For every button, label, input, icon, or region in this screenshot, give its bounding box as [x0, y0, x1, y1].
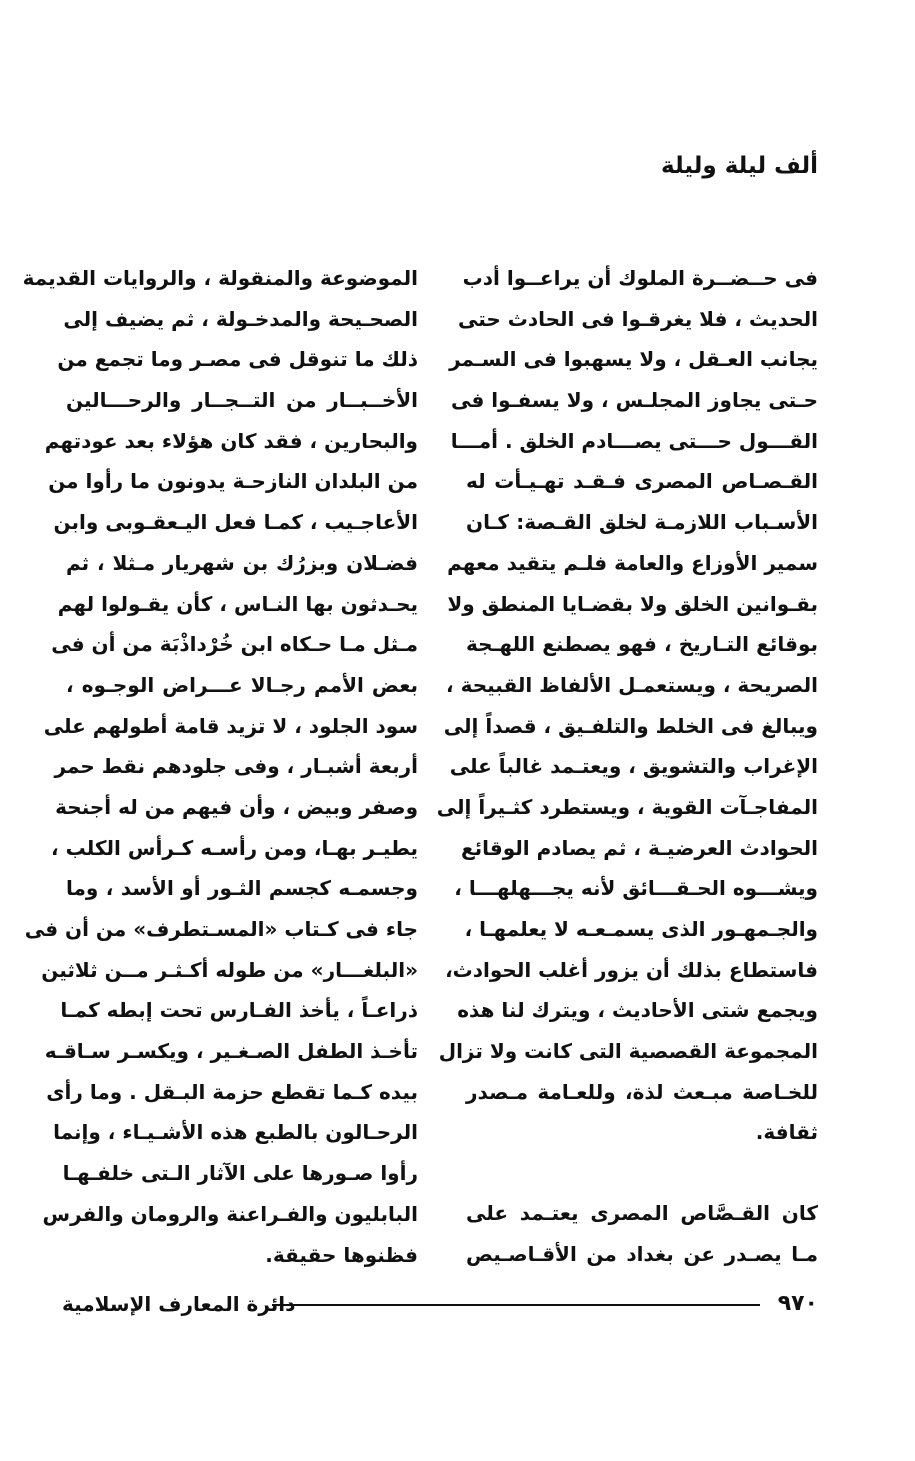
text-line: الصحـيحة والمدخـولة ، ثم يضيف إلى: [63, 306, 418, 331]
right-text-column: [436, 258, 818, 1275]
text-line: يجانب العـقل ، ولا يسهبوا فى السـمر: [449, 347, 818, 372]
left-text-column: [22, 258, 418, 1275]
text-line: فضـلان وبزرُك بن شهريار مـثلا ، ثم: [66, 550, 418, 575]
text-line: يطيـر بهـا، ومن رأسـه كـرأس الكلب ،: [51, 835, 418, 860]
text-line: ذلك ما تنوقل فى مصـر وما تجمع من: [57, 347, 418, 372]
page-number: ٩٧٠: [777, 1291, 818, 1316]
left-paragraph-1: [22, 258, 418, 1275]
footer-rule: [272, 1304, 760, 1306]
text-line: وجسمـه كجسم الثـور أو الأسد ، وما: [66, 876, 418, 901]
text-line: بعض الأمم رجـالا عـــراض الوجـوه ،: [66, 672, 418, 697]
text-line: كان القـصَّاص المصرى يعتـمد على: [466, 1201, 818, 1226]
text-line: مـا يصـدر عن بغداد من الأقـاصـيص: [466, 1241, 818, 1266]
text-line: والجـمهـور الذى يسمـعـه لا يعلمهـا ،: [464, 917, 818, 941]
text-line: سود الجلود ، لا تزيد قامة أطولهم على: [43, 713, 418, 738]
text-line: فظنوها حقيقة.: [265, 1242, 418, 1267]
text-line: بقـوانين الخلق ولا بقضـايا المنطق ولا: [447, 591, 818, 616]
text-line: المجموعة القصصية التى كانت ولا تزال: [438, 1039, 818, 1064]
text-line: فى حــضــرة الملوك أن يراعــوا أدب: [462, 266, 818, 290]
text-line: القـصـاص المصرى فـقـد تهـيـأت له: [466, 469, 818, 494]
text-line: يحـدثون بها النـاس ، كأن يقـولوا لهم: [57, 591, 418, 616]
text-line: الأخــبــار من التــجــار والرحـــالين: [66, 388, 418, 413]
text-line: ويجمع شتى الأحاديث ، ويترك لنا هذه: [457, 998, 818, 1023]
text-line: المفاجـآت القوية ، ويستطرد كثـيراً إلى: [436, 794, 818, 819]
text-line: ذراعـاً ، يأخذ الفـارس تحت إبطه كمـا: [60, 998, 418, 1023]
text-line: القـــول حـــتى يصـــادم الخلق . أمـــا: [450, 428, 818, 453]
text-line: فاستطاع بذلك أن يزور أغلب الحوادث،: [445, 957, 818, 982]
text-line: الحوادث العرضيـة ، ثم يصادم الوقائع: [460, 835, 818, 860]
text-line: للخـاصة مبـعث لذة، وللعـامة مـصدر: [466, 1079, 818, 1104]
text-line: أربعة أشبـار ، وفى جلودهم نقط حمر: [54, 754, 418, 779]
text-line: رأوا صـورها على الآثار الـتى خلفـهـا: [62, 1161, 418, 1186]
right-paragraph-2: [466, 1193, 818, 1274]
text-line: الحديث ، فلا يغرقـوا فى الحادث حتى: [457, 306, 818, 331]
text-line: ويشـــوه الحـقـــائق لأنه يجـــهلهـــا ،: [454, 876, 818, 901]
text-line: تأخـذ الطفل الصـغـير ، ويكسـر سـاقـه: [44, 1039, 418, 1064]
text-line: مـثل مـا حـكاه ابن خُرْداذْبَة من أن فى: [51, 632, 418, 657]
paragraph-gap: [466, 1153, 818, 1193]
text-line: من البلدان النازحـة يدونون ما رأوا من: [48, 469, 418, 494]
text-line: جاء فى كـتاب «المسـتطرف» من أن فى: [24, 917, 418, 941]
right-paragraph-1: [436, 258, 818, 1153]
text-line: الأسـباب اللازمـة لخلق القـصة: كـان: [466, 510, 818, 535]
text-line: وصفر وبيض ، وأن فيهم من له أجنحة: [55, 794, 418, 819]
text-line: الأعاجـيب ، كمـا فعل اليـعقـوبى وابن: [53, 510, 418, 535]
text-line: سمير الأوزاع والعامة فلـم يتقيد معهم: [447, 550, 818, 575]
text-line: الإغراب والتشويق ، ويعتـمد غالباً على: [449, 754, 818, 779]
text-line: ثقافة.: [755, 1120, 818, 1145]
text-line: ويبالغ فى الخلط والتلفـيق ، قصداً إلى: [443, 713, 818, 738]
text-line: الرحـالون بالطبع هذه الأشـيـاء ، وإنما: [53, 1120, 418, 1145]
text-line: بوقائع التـاريخ ، فهو يصطنع اللهـجة: [466, 632, 818, 657]
page-footer: [0, 1287, 915, 1321]
text-line: والبحارين ، فقد كان هؤلاء بعد عودتهم: [44, 428, 418, 453]
text-line: بيده كـما تقطع حزمة البـقل . وما رأى: [46, 1079, 418, 1104]
text-line: حـتى يجاوز المجلـس ، ولا يسفـوا فى: [450, 388, 818, 413]
publisher-name: دائرة المعارف الإسلامية: [62, 1292, 296, 1316]
text-line: «البلغـــار» من طوله أكـثـر مــن ثلاثين: [41, 957, 418, 982]
running-header-title: ألف ليلة وليلة: [661, 153, 818, 179]
text-line: الصريحة ، ويستعمـل الألفاظ القبيحة ،: [446, 672, 818, 697]
text-line: البابليون والفـراعنة والرومان والفرس: [42, 1201, 418, 1226]
text-line: الموضوعة والمنقولة ، والروايات القديمة: [22, 266, 418, 290]
